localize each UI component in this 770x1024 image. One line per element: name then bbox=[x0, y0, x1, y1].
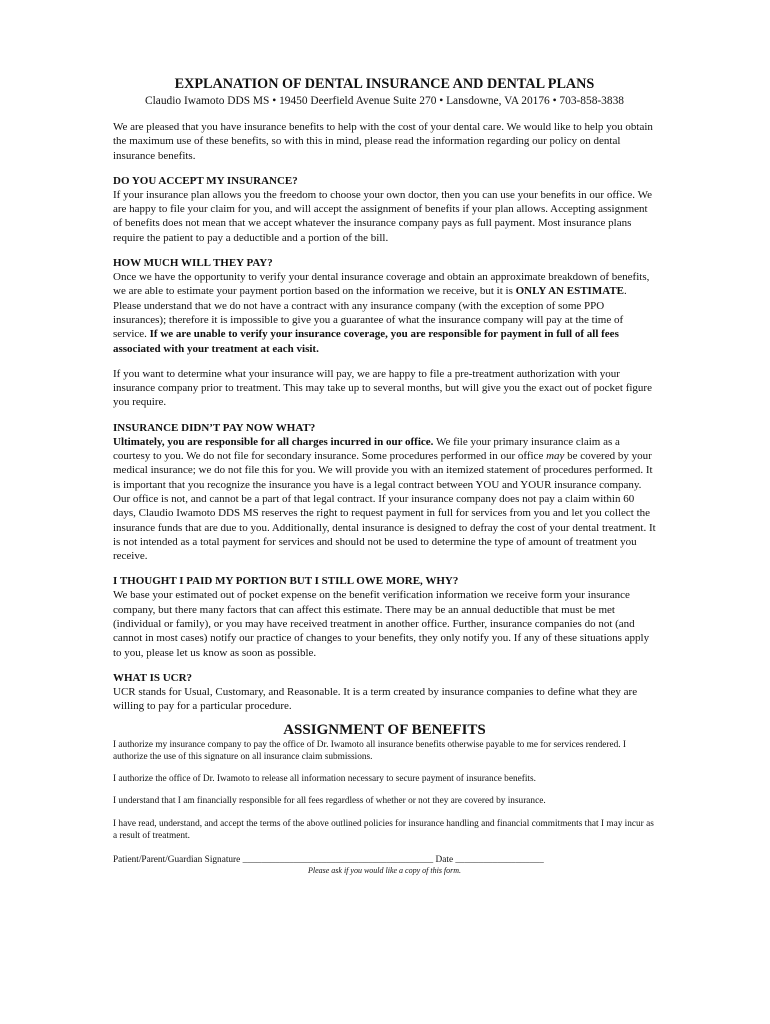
text-run: Once we have the opportunity to verify your dental insurance coverage and obtain an approximate breakdown of benefits, we are able to estimate your payment portion based on the information we receive, but it is bbox=[113, 271, 650, 298]
assignment-title: ASSIGNMENT OF BENEFITS bbox=[283, 721, 486, 738]
section-heading: I THOUGHT I PAID MY PORTION BUT I STILL OWE MORE, WHY? bbox=[113, 575, 459, 588]
section-heading: INSURANCE DIDN’T PAY NOW WHAT? bbox=[113, 421, 316, 434]
section-text bbox=[113, 435, 656, 564]
signature-date-line[interactable]: Patient/Parent/Guardian Signature _________________________________________ Date ___________________ bbox=[113, 855, 544, 866]
text-run: We file your primary insurance claim as a courtesy to you. We do not file for secondary insurance. Some procedures performed in our office bbox=[113, 435, 620, 463]
text-run: be covered by your medical insurance; we do not file this for you. We will provide you with an itemized statement of procedures performed. It is important that you recognize the insurance you have is a legal contract between YOU and YOUR insurance company. Our office is not, and cannot be a part of that legal contract. If your insurance company does not pay a claim within 60 days, Claudio Iwamoto DDS MS reserves the right to request payment in full for services from you and let you collect the insurance funds that are due to you. Additionally, dental insurance is designed to defray the cost of your dental treatment. It is not intended as a total payment for services and should not be used to determine the type of amount of treatment you receive. bbox=[113, 450, 656, 563]
emphasis-responsible-charges: Ultimately, you are responsible for all charges incurred in our office. bbox=[113, 435, 434, 448]
document-content bbox=[113, 76, 656, 876]
section-text bbox=[113, 270, 656, 356]
intro-paragraph: We are pleased that you have insurance benefits to help with the cost of your dental care. We would like to help you obtain the maximum use of these benefits, so with this in mind, please read the information regarding our policy on dental insurance benefits. bbox=[113, 121, 653, 162]
section-heading: DO YOU ACCEPT MY INSURANCE? bbox=[113, 174, 298, 187]
practice-info: Claudio Iwamoto DDS MS • 19450 Deerfield Avenue Suite 270 • Lansdowne, VA 20176 • 703-858-3838 bbox=[145, 95, 624, 107]
assignment-paragraph-3: I understand that I am financially responsible for all fees regardless of whether or not they are covered by insurance. bbox=[113, 796, 546, 807]
section-what-is-ucr bbox=[113, 671, 656, 714]
assignment-paragraph-2: I authorize the office of Dr. Iwamoto to release all information necessary to secure payment of insurance benefits. bbox=[113, 774, 536, 785]
emphasis-responsibility: If we are unable to verify your insurance coverage, you are responsible for payment in full of all fees associated with your treatment at each visit. bbox=[113, 328, 619, 355]
section-text: If your insurance plan allows you the freedom to choose your own doctor, then you can use your benefits in our office. We are happy to file your claim for you, and will accept the assignment of benefits if your plan allows. Accepting assignment of benefits does not mean that we accept whatever the insurance company pays as full payment. Most insurance plans require the patient to pay a deductible and a portion of the bill. bbox=[113, 188, 652, 244]
section-heading: HOW MUCH WILL THEY PAY? bbox=[113, 257, 273, 270]
emphasis-may: may bbox=[546, 450, 565, 463]
section-how-much-pay bbox=[113, 256, 656, 410]
section-insurance-didnt-pay bbox=[113, 421, 656, 564]
section-text: We base your estimated out of pocket expense on the benefit verification information we receive form your insurance company, but there many factors that can affect this estimate. There may be an annual deductible that must be met (individual or family), or you may have received treatment in another office. Further, insurance companies do not (and cannot in most cases) notify our practice of changes to your benefits, they only notify you. If any of these situations apply to you, please let us know as soon as possible. bbox=[113, 589, 650, 659]
assignment-paragraph-1: I authorize my insurance company to pay the office of Dr. Iwamoto all insurance benefits otherwise payable to me for services rendered. I authorize the use of this signature on all insurance claim submissions. bbox=[113, 739, 627, 762]
section-still-owe-more bbox=[113, 574, 656, 659]
section-heading: WHAT IS UCR? bbox=[113, 671, 193, 684]
copy-note: Please ask if you would like a copy of this form. bbox=[307, 866, 462, 876]
pre-treatment-paragraph: If you want to determine what your insurance will pay, we are happy to file a pre-treatment authorization with your insurance company prior to treatment. This may take up to several months, but will give you the exact out of pocket figure you require. bbox=[113, 367, 652, 409]
text-run: . Please understand that we do not have a contract with any insurance company (with the exception of some PPO insurances); therefore it is impossible to give you a guarantee of what the insurance company will pay at the time of service. bbox=[113, 285, 627, 341]
emphasis-only-an-estimate: ONLY AN ESTIMATE bbox=[515, 285, 625, 298]
section-accept-insurance bbox=[113, 174, 656, 245]
section-text: UCR stands for Usual, Customary, and Reasonable. It is a term created by insurance companies to define what they are willing to pay for a particular procedure. bbox=[113, 685, 638, 713]
assignment-paragraph-4: I have read, understand, and accept the terms of the above outlined policies for insurance handling and financial commitments that I may incur as a result of treatment. bbox=[113, 818, 654, 841]
document-title: EXPLANATION OF DENTAL INSURANCE AND DENTAL PLANS bbox=[174, 76, 595, 92]
